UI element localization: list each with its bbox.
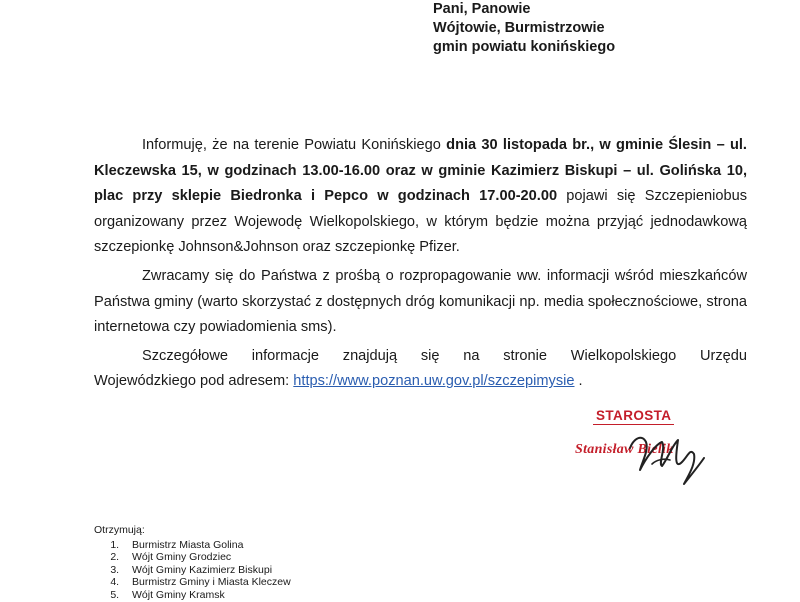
- announcement-text-end: pojawi się Szczepieniobus organizowany przez Wojewodę Wielkopolskiego, w którym będzie można przyjąć jednodawkową szczepionkę Johnson&Johnson oraz szczepionkę Pfizer.: [94, 188, 747, 256]
- details-suffix: .: [574, 373, 583, 390]
- stamp-title: STAROSTA: [593, 408, 674, 425]
- announcement-date-locations: dnia 30 listopada br., w gminie Ślesin – ul. Kleczewska 15, w godzinach 13.00-16.00 oraz w gminie Kazimierz Biskupi – ul. Golińska 10, plac przy sklepie Biedronka i Pepco w godzinach 17.00-20.00: [94, 137, 747, 205]
- list-item: 4. Burmistrz Gminy i Miasta Kleczew: [122, 576, 291, 589]
- details-prefix: Wojewódzkiego pod adresem:: [94, 373, 294, 390]
- announcement-text-start: Informuję, że na terenie Powiatu Konińskiego: [142, 137, 447, 153]
- list-item: 1. Burmistrz Miasta Golina: [122, 539, 291, 552]
- details-link[interactable]: https://www.poznan.uw.gov.pl/szczepimysie: [293, 373, 575, 390]
- list-item: 5. Wójt Gminy Kramsk: [122, 589, 291, 602]
- addressee-line: Pani, Panowie: [433, 1, 531, 17]
- paragraph-details-line2: [94, 369, 747, 395]
- addressee-line: gmin powiatu konińskiego: [433, 39, 616, 55]
- addressee-line: Wójtowie, Burmistrzowie: [433, 20, 605, 36]
- paragraph-details-line1: Szczegółowe informacje znajdują się na stronie Wielkopolskiego Urzędu: [142, 347, 747, 364]
- addressee-block: [433, 0, 615, 57]
- recipients-list: [94, 539, 291, 602]
- list-item: 2. Wójt Gminy Grodziec: [122, 551, 291, 564]
- paragraph-request: Zwracamy się do Państwa z prośbą o rozpropagowanie ww. informacji wśród mieszkańców Państwa gminy (warto skorzystać z dostępnych dróg komunikacji np. media społecznościowe, strona internetowa czy powiadomienia sms).: [94, 267, 747, 336]
- list-item: 3. Wójt Gminy Kazimierz Biskupi: [122, 564, 291, 577]
- recipients-heading: Otrzymują:: [94, 524, 145, 536]
- letter-body: [94, 133, 747, 395]
- stamp-name: Stanisław Bielik: [575, 442, 674, 457]
- recipients-block: [94, 524, 291, 602]
- signature-icon: [612, 418, 722, 508]
- paragraph-announcement: [94, 133, 747, 261]
